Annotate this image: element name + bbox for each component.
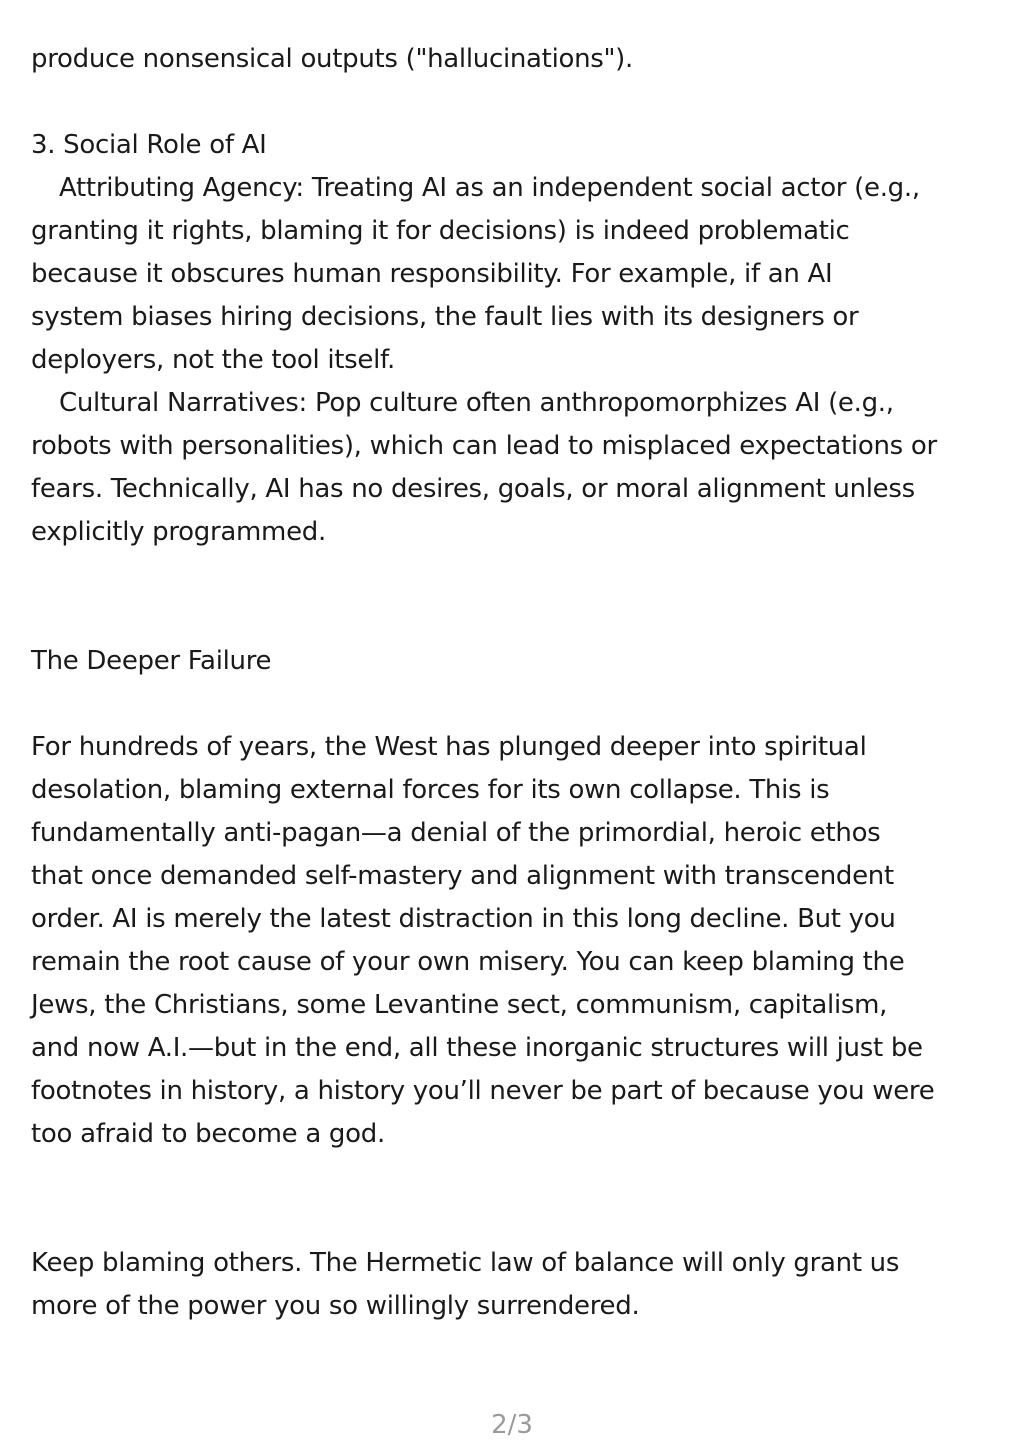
paragraph-line: robots with personalities), which can lead to misplaced expectations or xyxy=(31,431,937,461)
paragraph-line: desolation, blaming external forces for its own collapse. This is xyxy=(31,775,830,805)
spacer xyxy=(31,683,1001,726)
attributing-agency-paragraph xyxy=(31,167,1001,382)
page-indicator: 2/3 xyxy=(491,1410,533,1440)
paragraph-line: fears. Technically, AI has no desires, goals, or moral alignment unless xyxy=(31,474,915,504)
paragraph-line: granting it rights, blaming it for decisions) is indeed problematic xyxy=(31,216,850,246)
paragraph-line: too afraid to become a god. xyxy=(31,1119,385,1149)
spacer xyxy=(31,1156,1001,1242)
paragraph-line: deployers, not the tool itself. xyxy=(31,345,395,375)
paragraph-line: Attributing Agency: Treating AI as an independent social actor (e.g., xyxy=(59,173,920,203)
document-page xyxy=(31,38,1001,1328)
paragraph-line: Cultural Narratives: Pop culture often anthropomorphizes AI (e.g., xyxy=(59,388,894,418)
paragraph-line: fundamentally anti-pagan—a denial of the primordial, heroic ethos xyxy=(31,818,881,848)
paragraph-line: that once demanded self-mastery and alignment with transcendent xyxy=(31,861,894,891)
deeper-failure-heading: The Deeper Failure xyxy=(31,646,272,676)
paragraph-line: Keep blaming others. The Hermetic law of balance will only grant us xyxy=(31,1248,900,1278)
paragraph-line: because it obscures human responsibility. For example, if an AI xyxy=(31,259,833,289)
paragraph-line: explicitly programmed. xyxy=(31,517,326,547)
cultural-narratives-paragraph xyxy=(31,382,1001,554)
closing-paragraph xyxy=(31,1242,1001,1328)
spacer xyxy=(31,554,1001,640)
paragraph-line: and now A.I.—but in the end, all these inorganic structures will just be xyxy=(31,1033,923,1063)
paragraph-line: footnotes in history, a history you’ll never be part of because you were xyxy=(31,1076,935,1106)
paragraph-line: For hundreds of years, the West has plunged deeper into spiritual xyxy=(31,732,867,762)
paragraph-line: order. AI is merely the latest distraction in this long decline. But you xyxy=(31,904,896,934)
intro-line: produce nonsensical outputs ("hallucinations"). xyxy=(31,44,633,74)
paragraph-line: Jews, the Christians, some Levantine sect, communism, capitalism, xyxy=(31,990,888,1020)
paragraph-line: more of the power you so willingly surrendered. xyxy=(31,1291,640,1321)
deeper-failure-paragraph xyxy=(31,726,1001,1156)
social-role-heading: 3. Social Role of AI xyxy=(31,130,267,160)
paragraph-line: system biases hiring decisions, the fault lies with its designers or xyxy=(31,302,859,332)
paragraph-line: remain the root cause of your own misery. You can keep blaming the xyxy=(31,947,905,977)
spacer xyxy=(31,81,1001,124)
